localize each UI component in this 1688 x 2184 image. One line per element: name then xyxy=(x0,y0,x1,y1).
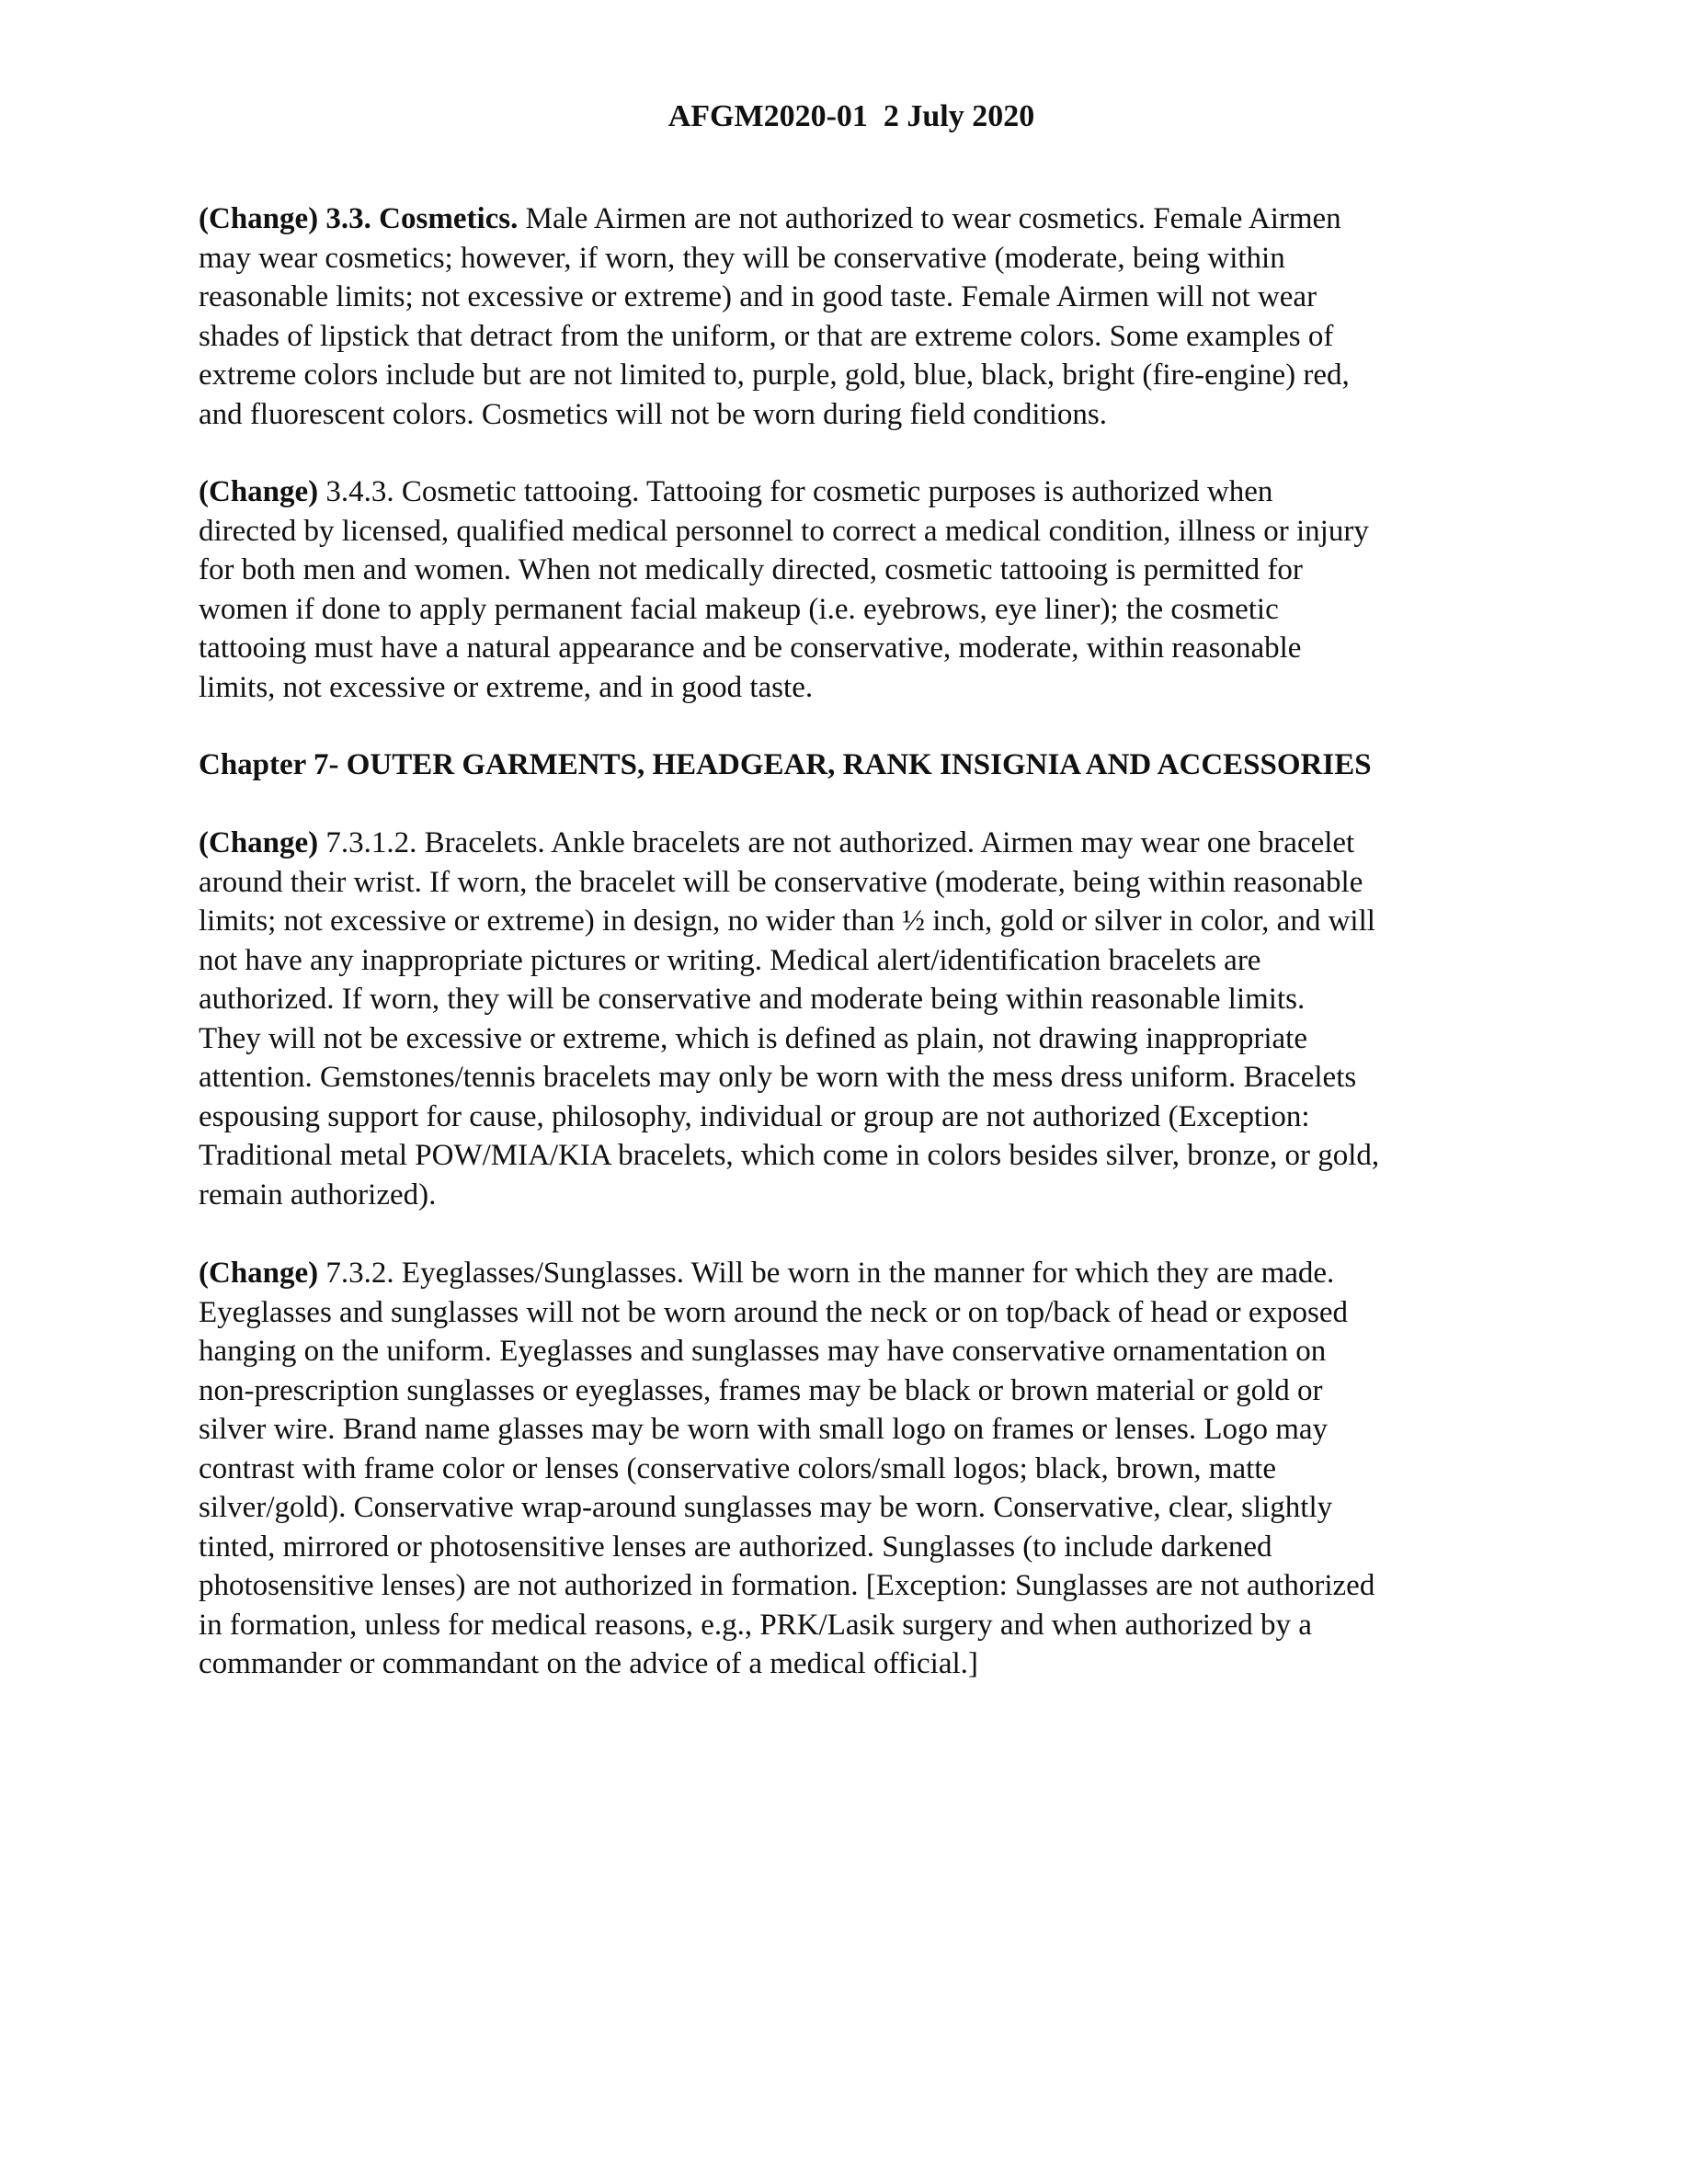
change-label: (Change) xyxy=(199,1257,319,1290)
paragraph-eyeglasses xyxy=(199,1254,1504,1684)
page-header: AFGM2020-01 2 July 2020 xyxy=(667,99,1035,133)
change-label: (Change) xyxy=(199,202,319,235)
section-heading: 3.3. Cosmetics. xyxy=(318,202,519,235)
change-label: (Change) xyxy=(199,826,319,859)
chapter-heading: Chapter 7- OUTER GARMENTS, HEADGEAR, RANK INSIGNIA AND ACCESSORIES xyxy=(199,748,1372,781)
paragraph-bracelets xyxy=(199,824,1504,1214)
paragraph-cosmetics xyxy=(199,199,1504,434)
paragraph-text: 3.4.3. Cosmetic tattooing. Tattooing for cosmetic purposes is authorized when directed by licensed, qualified medical personnel to correct a medical condition, illness or injury for both men and women. When not medically directed, cosmetic tattooing is permitted for women if done to apply permanent facial makeup (i.e. eyebrows, eye liner); the cosmetic tattooing must have a natural appearance and be conservative, moderate, within reasonable limits, not excessive or extreme, and in good taste. xyxy=(199,475,1369,704)
paragraph-cosmetic-tattooing xyxy=(199,472,1504,707)
paragraph-text: Male Airmen are not authorized to wear cosmetics. Female Airmen may wear cosmetics; however, if worn, they will be conservative (moderate, being within reasonable limits; not excessive or extreme) and in good taste. Female Airmen will not wear shades of lipstick that detract from the uniform, or that are extreme colors. Some examples of extreme colors include but are not limited to, purple, gold, blue, black, bright (fire-engine) red, and fluorescent colors. Cosmetics will not be worn during field conditions. xyxy=(199,202,1350,431)
change-label: (Change) xyxy=(199,475,319,508)
paragraph-text: 7.3.2. Eyeglasses/Sunglasses. Will be worn in the manner for which they are made. Eyeglasses and sunglasses will not be worn around the neck or on top/back of head or exposed hanging on the uniform. Eyeglasses and sunglasses may have conservative ornamentation on non-prescription sunglasses or eyeglasses, frames may be black or brown material or gold or silver wire. Brand name glasses may be worn with small logo on frames or lenses. Logo may contrast with frame color or lenses (conservative colors/small logos; black, brown, matte silver/gold). Conservative wrap-around sunglasses may be worn. Conservative, clear, slightly tinted, mirrored or photosensitive lenses are authorized. Sunglasses (to include darkened photosensitive lenses) are not authorized in formation. [Exception: Sunglasses are not authorized in formation, unless for medical reasons, e.g., PRK/Lasik surgery and when authorized by a commander or commandant on the advice of a medical official.] xyxy=(199,1257,1375,1680)
paragraph-text: 7.3.1.2. Bracelets. Ankle bracelets are not authorized. Airmen may wear one bracelet around their wrist. If worn, the bracelet will be conservative (moderate, being within reasonable limits; not excessive or extreme) in design, no wider than ½ inch, gold or silver in color, and will not have any inappropriate pictures or writing. Medical alert/identification bracelets are authorized. If worn, they will be conservative and moderate being within reasonable limits. They will not be excessive or extreme, which is defined as plain, not drawing inappropriate attention. Gemstones/tennis bracelets may only be worn with the mess dress uniform. Bracelets espousing support for cause, philosophy, individual or group are not authorized (Exception: Traditional metal POW/MIA/KIA bracelets, which come in colors besides silver, bronze, or gold, remain authorized). xyxy=(199,826,1380,1211)
